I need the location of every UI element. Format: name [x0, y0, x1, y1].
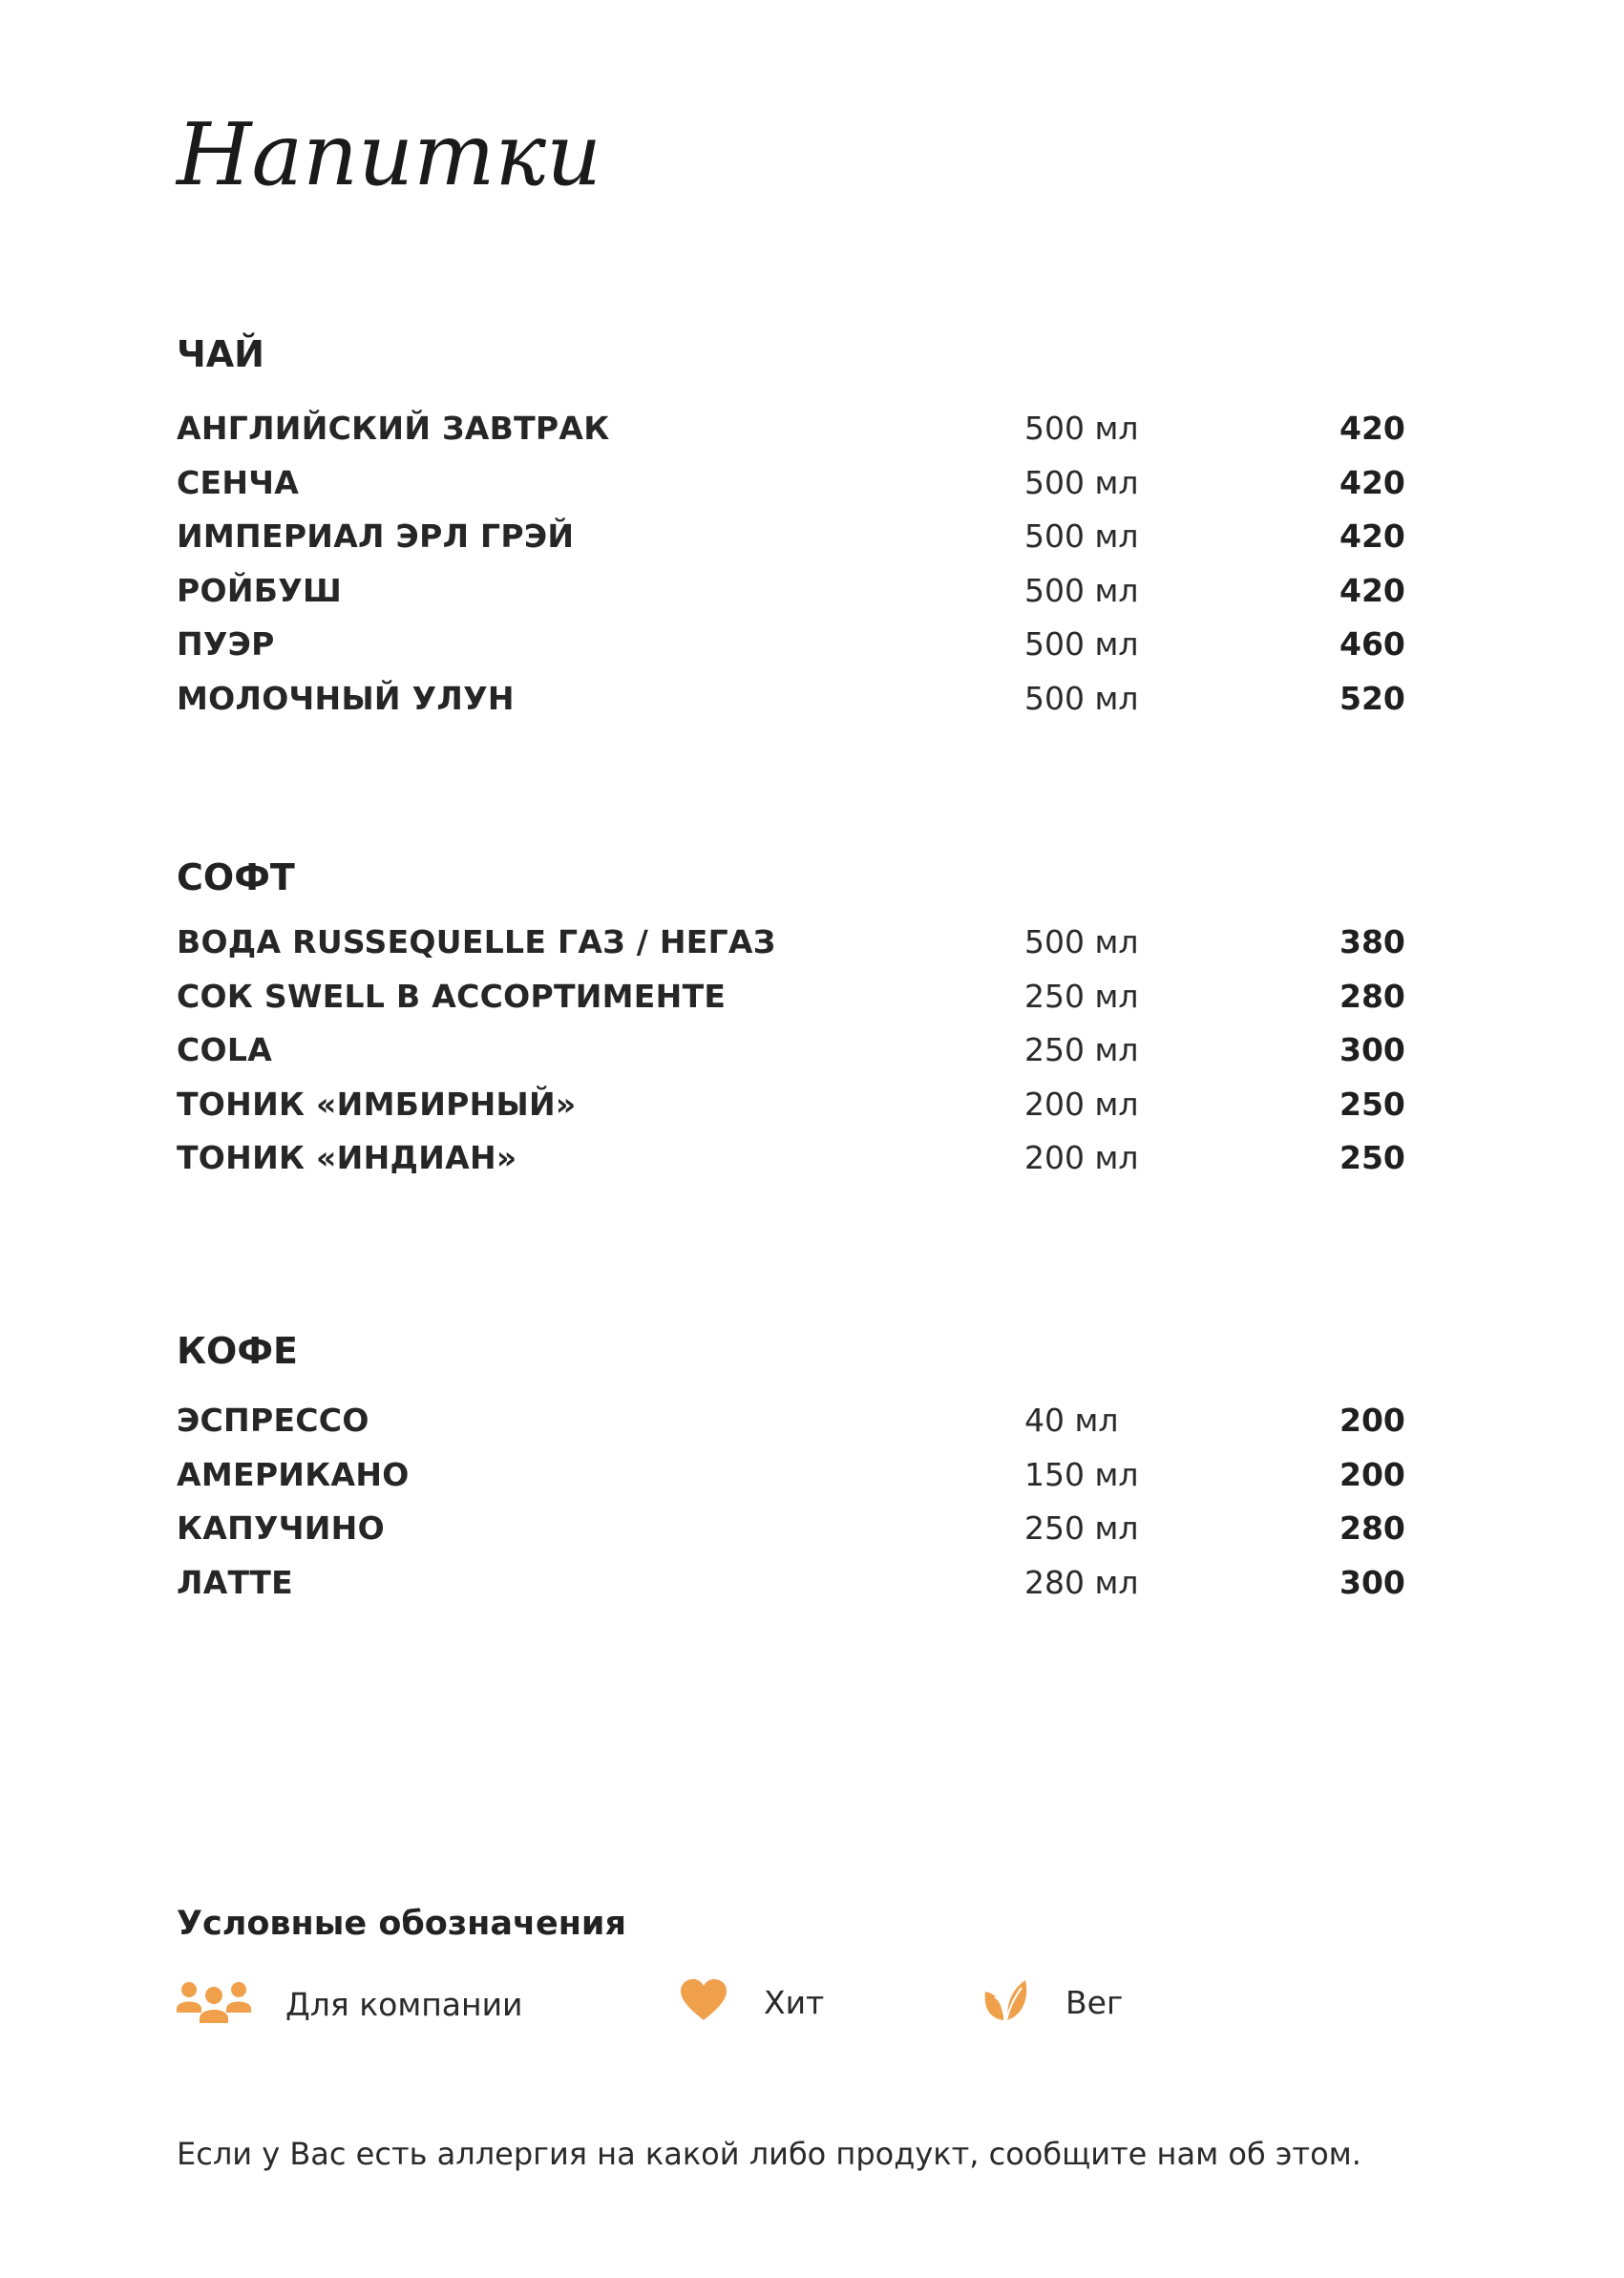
leaf-icon [981, 1976, 1029, 2028]
item-price: 300 [1339, 1563, 1405, 1601]
item-volume: 500 мл [1024, 625, 1139, 663]
item-volume: 250 мл [1024, 1031, 1139, 1068]
menu-list [177, 1390, 1408, 1620]
item-name: ИМПЕРИАЛ ЭРЛ ГРЭЙ [177, 517, 575, 555]
item-price: 200 [1339, 1455, 1405, 1493]
item-volume: 500 мл [1024, 923, 1139, 960]
section-coffee [177, 1330, 1408, 1620]
item-name: АМЕРИКАНО [177, 1455, 410, 1493]
item-name: КАПУЧИНО [177, 1509, 385, 1547]
menu-item [177, 1455, 1408, 1513]
menu-item [177, 412, 1408, 467]
legend-label: Хит [764, 1983, 825, 2021]
item-price: 280 [1339, 1509, 1405, 1547]
menu-item [177, 517, 1408, 575]
item-name: ЭСПРЕССО [177, 1402, 369, 1439]
allergy-footnote: Если у Вас есть аллергия на какой либо продукт, сообщите нам об этом. [177, 2136, 1361, 2172]
item-volume: 200 мл [1024, 1139, 1139, 1176]
menu-item [177, 679, 1408, 737]
item-volume: 280 мл [1024, 1563, 1139, 1601]
page-title: Напитки [177, 105, 602, 205]
item-price: 420 [1339, 571, 1405, 609]
item-volume: 250 мл [1024, 977, 1139, 1015]
item-name: СЕНЧА [177, 463, 300, 501]
item-volume: 200 мл [1024, 1085, 1139, 1123]
menu-item [177, 571, 1408, 629]
item-price: 280 [1339, 977, 1405, 1015]
menu-item [177, 625, 1408, 683]
item-name: РОЙБУШ [177, 571, 343, 609]
item-price: 250 [1339, 1139, 1405, 1176]
legend-label: Для компании [285, 1985, 523, 2023]
item-price: 380 [1339, 923, 1405, 960]
item-volume: 500 мл [1024, 410, 1139, 447]
item-name: СОК SWELL В АССОРТИМЕНТЕ [177, 977, 727, 1015]
legend-label: Вег [1065, 1983, 1124, 2021]
section-tea [177, 333, 1408, 736]
section-title: КОФЕ [177, 1330, 299, 1372]
heart-icon [680, 1978, 728, 2026]
menu-item [177, 1509, 1408, 1567]
item-volume: 500 мл [1024, 679, 1139, 717]
menu-item [177, 1139, 1408, 1196]
legend-title: Условные обозначения [177, 1905, 626, 1943]
item-price: 420 [1339, 517, 1405, 555]
menu-list [177, 393, 1408, 736]
item-price: 460 [1339, 625, 1405, 663]
item-volume: 500 мл [1024, 517, 1139, 555]
menu-item [177, 1031, 1408, 1088]
menu-item [177, 923, 1408, 981]
menu-item [177, 977, 1408, 1035]
item-price: 300 [1339, 1031, 1405, 1068]
item-name: ПУЭР [177, 625, 275, 663]
item-name: МОЛОЧНЫЙ УЛУН [177, 679, 515, 717]
item-name: COLA [177, 1031, 273, 1068]
menu-list [177, 917, 1408, 1196]
item-name: ТОНИК «ИМБИРНЫЙ» [177, 1085, 577, 1123]
item-volume: 250 мл [1024, 1509, 1139, 1547]
item-price: 420 [1339, 463, 1405, 501]
section-soft [177, 856, 1408, 1196]
menu-item [177, 463, 1408, 521]
item-price: 520 [1339, 679, 1405, 717]
menu-item [177, 1563, 1408, 1621]
item-name: ЛАТТЕ [177, 1563, 294, 1601]
item-volume: 150 мл [1024, 1455, 1139, 1493]
item-volume: 500 мл [1024, 571, 1139, 609]
item-name: ТОНИК «ИНДИАН» [177, 1139, 517, 1176]
item-volume: 40 мл [1024, 1402, 1119, 1439]
item-price: 420 [1339, 410, 1405, 447]
legend-item-hit [680, 1978, 824, 2026]
item-name: АНГЛИЙСКИЙ ЗАВТРАК [177, 410, 610, 447]
menu-item [177, 1404, 1408, 1459]
menu-item [177, 1085, 1408, 1143]
item-name: ВОДА RUSSEQUELLE ГАЗ / НЕГАЗ [177, 923, 776, 960]
legend-item-group [177, 1978, 523, 2030]
section-title: СОФТ [177, 856, 295, 898]
section-title: ЧАЙ [177, 333, 264, 375]
item-price: 200 [1339, 1402, 1405, 1439]
group-icon [177, 1978, 251, 2030]
item-volume: 500 мл [1024, 463, 1139, 501]
legend-item-veg [981, 1976, 1123, 2028]
item-price: 250 [1339, 1085, 1405, 1123]
